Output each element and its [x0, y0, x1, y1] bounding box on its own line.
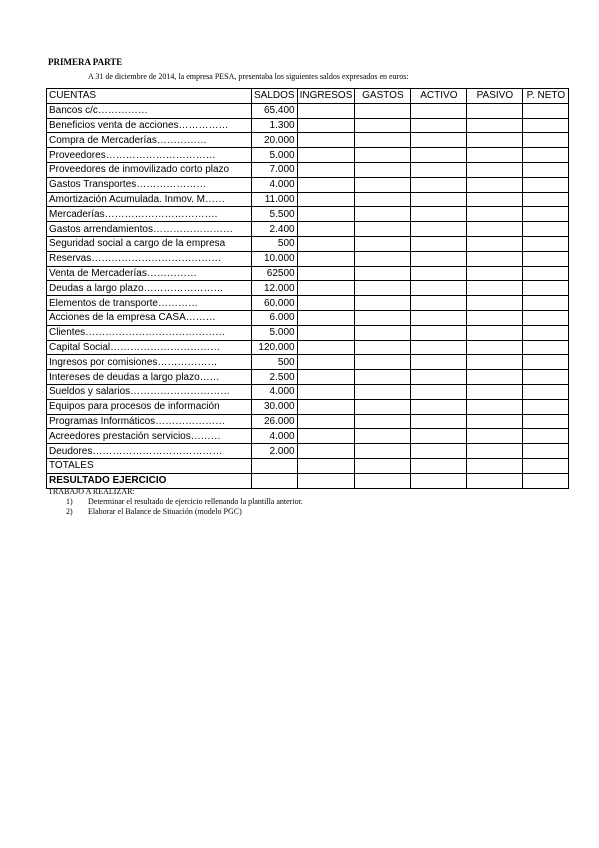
account-name: Acreedores prestación servicios……… — [47, 429, 252, 444]
totals-row — [47, 458, 569, 473]
pasivo-cell[interactable] — [467, 162, 523, 177]
table-row — [47, 340, 569, 355]
pneto-cell[interactable] — [523, 148, 569, 163]
account-saldo: 5.000 — [252, 148, 298, 163]
ingresos-cell[interactable] — [297, 310, 355, 325]
table-row — [47, 103, 569, 118]
task-text: Elaborar el Balance de Situación (modelo PGC) — [88, 507, 242, 516]
totals-pneto-cell[interactable] — [523, 458, 569, 473]
pneto-cell[interactable] — [523, 325, 569, 340]
ingresos-cell[interactable] — [297, 207, 355, 222]
column-header-pasivo: PASIVO — [467, 89, 523, 104]
activo-cell[interactable] — [411, 414, 467, 429]
account-name: Venta de Mercaderías…………… — [47, 266, 252, 281]
table-row — [47, 414, 569, 429]
account-saldo: 4.000 — [252, 177, 298, 192]
activo-cell[interactable] — [411, 177, 467, 192]
gastos-cell[interactable] — [355, 266, 411, 281]
activo-cell[interactable] — [411, 310, 467, 325]
activo-cell[interactable] — [411, 444, 467, 459]
account-name: Ingresos por comisiones……………… — [47, 355, 252, 370]
ingresos-cell[interactable] — [297, 133, 355, 148]
ingresos-cell[interactable] — [297, 236, 355, 251]
account-name: Programas Informáticos………………… — [47, 414, 252, 429]
pasivo-cell[interactable] — [467, 370, 523, 385]
activo-cell[interactable] — [411, 236, 467, 251]
table-row — [47, 325, 569, 340]
account-name: Equipos para procesos de información — [47, 399, 252, 414]
account-name: Capital Social…………………………… — [47, 340, 252, 355]
pasivo-cell[interactable] — [467, 251, 523, 266]
account-name: Deudores………………………………… — [47, 444, 252, 459]
account-saldo: 4.000 — [252, 384, 298, 399]
pasivo-cell[interactable] — [467, 399, 523, 414]
account-name: Amortización Acumulada. Inmov. M…… — [47, 192, 252, 207]
pneto-cell[interactable] — [523, 103, 569, 118]
column-header-cuentas: CUENTAS — [47, 89, 252, 104]
column-header-ingresos: INGRESOS — [297, 89, 355, 104]
gastos-cell[interactable] — [355, 148, 411, 163]
gastos-cell[interactable] — [355, 281, 411, 296]
result-gastos-cell[interactable] — [355, 473, 411, 488]
activo-cell[interactable] — [411, 355, 467, 370]
table-row — [47, 148, 569, 163]
activo-cell[interactable] — [411, 266, 467, 281]
ingresos-cell[interactable] — [297, 340, 355, 355]
pasivo-cell[interactable] — [467, 310, 523, 325]
account-saldo: 10.000 — [252, 251, 298, 266]
account-name: Proveedores de inmovilizado corto plazo — [47, 162, 252, 177]
ingresos-cell[interactable] — [297, 281, 355, 296]
table-row — [47, 444, 569, 459]
gastos-cell[interactable] — [355, 340, 411, 355]
ingresos-cell[interactable] — [297, 414, 355, 429]
account-name: Acciones de la empresa CASA……… — [47, 310, 252, 325]
task-number: 1) — [66, 497, 73, 506]
account-saldo: 2.000 — [252, 444, 298, 459]
account-name: Sueldos y salarios………………………… — [47, 384, 252, 399]
account-name: Seguridad social a cargo de la empresa — [47, 236, 252, 251]
pasivo-cell[interactable] — [467, 384, 523, 399]
account-saldo: 5.000 — [252, 325, 298, 340]
pneto-cell[interactable] — [523, 192, 569, 207]
ingresos-cell[interactable] — [297, 251, 355, 266]
pasivo-cell[interactable] — [467, 266, 523, 281]
account-name: Beneficios venta de acciones…………… — [47, 118, 252, 133]
pasivo-cell[interactable] — [467, 133, 523, 148]
pasivo-cell[interactable] — [467, 103, 523, 118]
account-saldo: 65.400 — [252, 103, 298, 118]
totals-gastos-cell[interactable] — [355, 458, 411, 473]
pneto-cell[interactable] — [523, 266, 569, 281]
column-header-gastos: GASTOS — [355, 89, 411, 104]
account-saldo: 62500 — [252, 266, 298, 281]
ingresos-cell[interactable] — [297, 399, 355, 414]
ingresos-cell[interactable] — [297, 162, 355, 177]
result-pneto-cell[interactable] — [523, 473, 569, 488]
pneto-cell[interactable] — [523, 118, 569, 133]
account-name: Elementos de transporte………… — [47, 296, 252, 311]
account-name: Deudas a largo plazo…………………… — [47, 281, 252, 296]
tasks-title: TRABAJO A REALIZAR: — [48, 487, 135, 496]
ingresos-cell[interactable] — [297, 118, 355, 133]
ingresos-cell[interactable] — [297, 103, 355, 118]
column-header-saldos: SALDOS — [252, 89, 298, 104]
gastos-cell[interactable] — [355, 133, 411, 148]
activo-cell[interactable] — [411, 296, 467, 311]
table-row — [47, 399, 569, 414]
totals-activo-cell[interactable] — [411, 458, 467, 473]
column-header-pneto: P. NETO — [523, 89, 569, 104]
account-name: Proveedores…………………………… — [47, 148, 252, 163]
pasivo-cell[interactable] — [467, 429, 523, 444]
activo-cell[interactable] — [411, 118, 467, 133]
pneto-cell[interactable] — [523, 177, 569, 192]
gastos-cell[interactable] — [355, 192, 411, 207]
result-activo-cell[interactable] — [411, 473, 467, 488]
account-name: Reservas………………………………… — [47, 251, 252, 266]
intro-text: A 31 de diciembre de 2014, la empresa PESA, presentaba los siguientes saldos expresados en euros: — [88, 72, 409, 81]
account-name: Compra de Mercaderías…………… — [47, 133, 252, 148]
pneto-cell[interactable] — [523, 281, 569, 296]
pasivo-cell[interactable] — [467, 222, 523, 237]
gastos-cell[interactable] — [355, 325, 411, 340]
account-name: Gastos Transportes………………… — [47, 177, 252, 192]
account-name: Intereses de deudas a largo plazo…… — [47, 370, 252, 385]
activo-cell[interactable] — [411, 103, 467, 118]
gastos-cell[interactable] — [355, 429, 411, 444]
account-saldo: 11.000 — [252, 192, 298, 207]
activo-cell[interactable] — [411, 384, 467, 399]
pneto-cell[interactable] — [523, 370, 569, 385]
gastos-cell[interactable] — [355, 103, 411, 118]
ingresos-cell[interactable] — [297, 148, 355, 163]
pasivo-cell[interactable] — [467, 355, 523, 370]
activo-cell[interactable] — [411, 207, 467, 222]
pasivo-cell[interactable] — [467, 177, 523, 192]
pasivo-cell[interactable] — [467, 236, 523, 251]
pasivo-cell[interactable] — [467, 340, 523, 355]
section-heading: PRIMERA PARTE — [48, 57, 123, 67]
ingresos-cell[interactable] — [297, 177, 355, 192]
account-saldo: 1.300 — [252, 118, 298, 133]
account-saldo: 26.000 — [252, 414, 298, 429]
table-row — [47, 281, 569, 296]
account-saldo: 5.500 — [252, 207, 298, 222]
pneto-cell[interactable] — [523, 355, 569, 370]
activo-cell[interactable] — [411, 370, 467, 385]
activo-cell[interactable] — [411, 162, 467, 177]
account-saldo: 12.000 — [252, 281, 298, 296]
pneto-cell[interactable] — [523, 384, 569, 399]
pneto-cell[interactable] — [523, 399, 569, 414]
account-saldo: 2.500 — [252, 370, 298, 385]
gastos-cell[interactable] — [355, 118, 411, 133]
pneto-cell[interactable] — [523, 207, 569, 222]
pneto-cell[interactable] — [523, 429, 569, 444]
table-row — [47, 370, 569, 385]
table-row — [47, 236, 569, 251]
gastos-cell[interactable] — [355, 236, 411, 251]
account-saldo: 6.000 — [252, 310, 298, 325]
pneto-cell[interactable] — [523, 162, 569, 177]
activo-cell[interactable] — [411, 325, 467, 340]
account-saldo: 20.000 — [252, 133, 298, 148]
pneto-cell[interactable] — [523, 222, 569, 237]
table-row — [47, 355, 569, 370]
pneto-cell[interactable] — [523, 251, 569, 266]
task-text: Determinar el resultado de ejercicio rellenando la plantilla anterior. — [88, 497, 303, 506]
gastos-cell[interactable] — [355, 162, 411, 177]
pasivo-cell[interactable] — [467, 118, 523, 133]
gastos-cell[interactable] — [355, 384, 411, 399]
gastos-cell[interactable] — [355, 414, 411, 429]
account-saldo: 60.000 — [252, 296, 298, 311]
pasivo-cell[interactable] — [467, 192, 523, 207]
totals-pasivo-cell[interactable] — [467, 458, 523, 473]
activo-cell[interactable] — [411, 281, 467, 296]
gastos-cell[interactable] — [355, 177, 411, 192]
table-row — [47, 310, 569, 325]
gastos-cell[interactable] — [355, 251, 411, 266]
activo-cell[interactable] — [411, 399, 467, 414]
pasivo-cell[interactable] — [467, 414, 523, 429]
account-saldo: 2.400 — [252, 222, 298, 237]
activo-cell[interactable] — [411, 429, 467, 444]
gastos-cell[interactable] — [355, 207, 411, 222]
pasivo-cell[interactable] — [467, 444, 523, 459]
pasivo-cell[interactable] — [467, 296, 523, 311]
totals-saldo-cell[interactable] — [252, 458, 298, 473]
activo-cell[interactable] — [411, 192, 467, 207]
account-saldo: 4.000 — [252, 429, 298, 444]
gastos-cell[interactable] — [355, 355, 411, 370]
pneto-cell[interactable] — [523, 236, 569, 251]
table-body — [47, 103, 569, 488]
activo-cell[interactable] — [411, 222, 467, 237]
pasivo-cell[interactable] — [467, 325, 523, 340]
activo-cell[interactable] — [411, 251, 467, 266]
table-row — [47, 162, 569, 177]
table-row — [47, 177, 569, 192]
pasivo-cell[interactable] — [467, 207, 523, 222]
pneto-cell[interactable] — [523, 444, 569, 459]
ingresos-cell[interactable] — [297, 222, 355, 237]
pneto-cell[interactable] — [523, 133, 569, 148]
account-saldo: 500 — [252, 355, 298, 370]
table-row — [47, 207, 569, 222]
activo-cell[interactable] — [411, 133, 467, 148]
gastos-cell[interactable] — [355, 296, 411, 311]
pasivo-cell[interactable] — [467, 281, 523, 296]
ingresos-cell[interactable] — [297, 296, 355, 311]
ingresos-cell[interactable] — [297, 384, 355, 399]
ingresos-cell[interactable] — [297, 355, 355, 370]
result-ingresos-cell[interactable] — [297, 473, 355, 488]
account-saldo: 120.000 — [252, 340, 298, 355]
ingresos-cell[interactable] — [297, 325, 355, 340]
task-number: 2) — [66, 507, 73, 516]
pneto-cell[interactable] — [523, 296, 569, 311]
ingresos-cell[interactable] — [297, 429, 355, 444]
table-row — [47, 118, 569, 133]
totals-ingresos-cell[interactable] — [297, 458, 355, 473]
accounts-table — [46, 88, 569, 489]
ingresos-cell[interactable] — [297, 192, 355, 207]
account-saldo: 30.000 — [252, 399, 298, 414]
pasivo-cell[interactable] — [467, 148, 523, 163]
account-saldo: 7.000 — [252, 162, 298, 177]
table-row — [47, 266, 569, 281]
table-header-row — [47, 89, 569, 104]
table-row — [47, 222, 569, 237]
task-item — [48, 497, 303, 507]
pneto-cell[interactable] — [523, 414, 569, 429]
ingresos-cell[interactable] — [297, 370, 355, 385]
result-saldo-cell[interactable] — [252, 473, 298, 488]
table-row — [47, 251, 569, 266]
account-name: Gastos arrendamientos…………………… — [47, 222, 252, 237]
table-row — [47, 192, 569, 207]
totals-label: TOTALES — [47, 458, 252, 473]
tasks-section — [48, 487, 303, 517]
account-name: Mercaderías……………………………. — [47, 207, 252, 222]
gastos-cell[interactable] — [355, 444, 411, 459]
result-pasivo-cell[interactable] — [467, 473, 523, 488]
table-row — [47, 384, 569, 399]
pneto-cell[interactable] — [523, 340, 569, 355]
activo-cell[interactable] — [411, 340, 467, 355]
account-saldo: 500 — [252, 236, 298, 251]
activo-cell[interactable] — [411, 148, 467, 163]
gastos-cell[interactable] — [355, 310, 411, 325]
task-item — [48, 507, 303, 517]
ingresos-cell[interactable] — [297, 444, 355, 459]
ingresos-cell[interactable] — [297, 266, 355, 281]
table-row — [47, 133, 569, 148]
result-label: RESULTADO EJERCICIO — [47, 473, 252, 488]
account-name: Bancos c/c…………… — [47, 103, 252, 118]
account-name: Clientes…………………………………… — [47, 325, 252, 340]
table-row — [47, 429, 569, 444]
column-header-activo: ACTIVO — [411, 89, 467, 104]
gastos-cell[interactable] — [355, 222, 411, 237]
pneto-cell[interactable] — [523, 310, 569, 325]
result-row — [47, 473, 569, 488]
gastos-cell[interactable] — [355, 370, 411, 385]
table-row — [47, 296, 569, 311]
gastos-cell[interactable] — [355, 399, 411, 414]
